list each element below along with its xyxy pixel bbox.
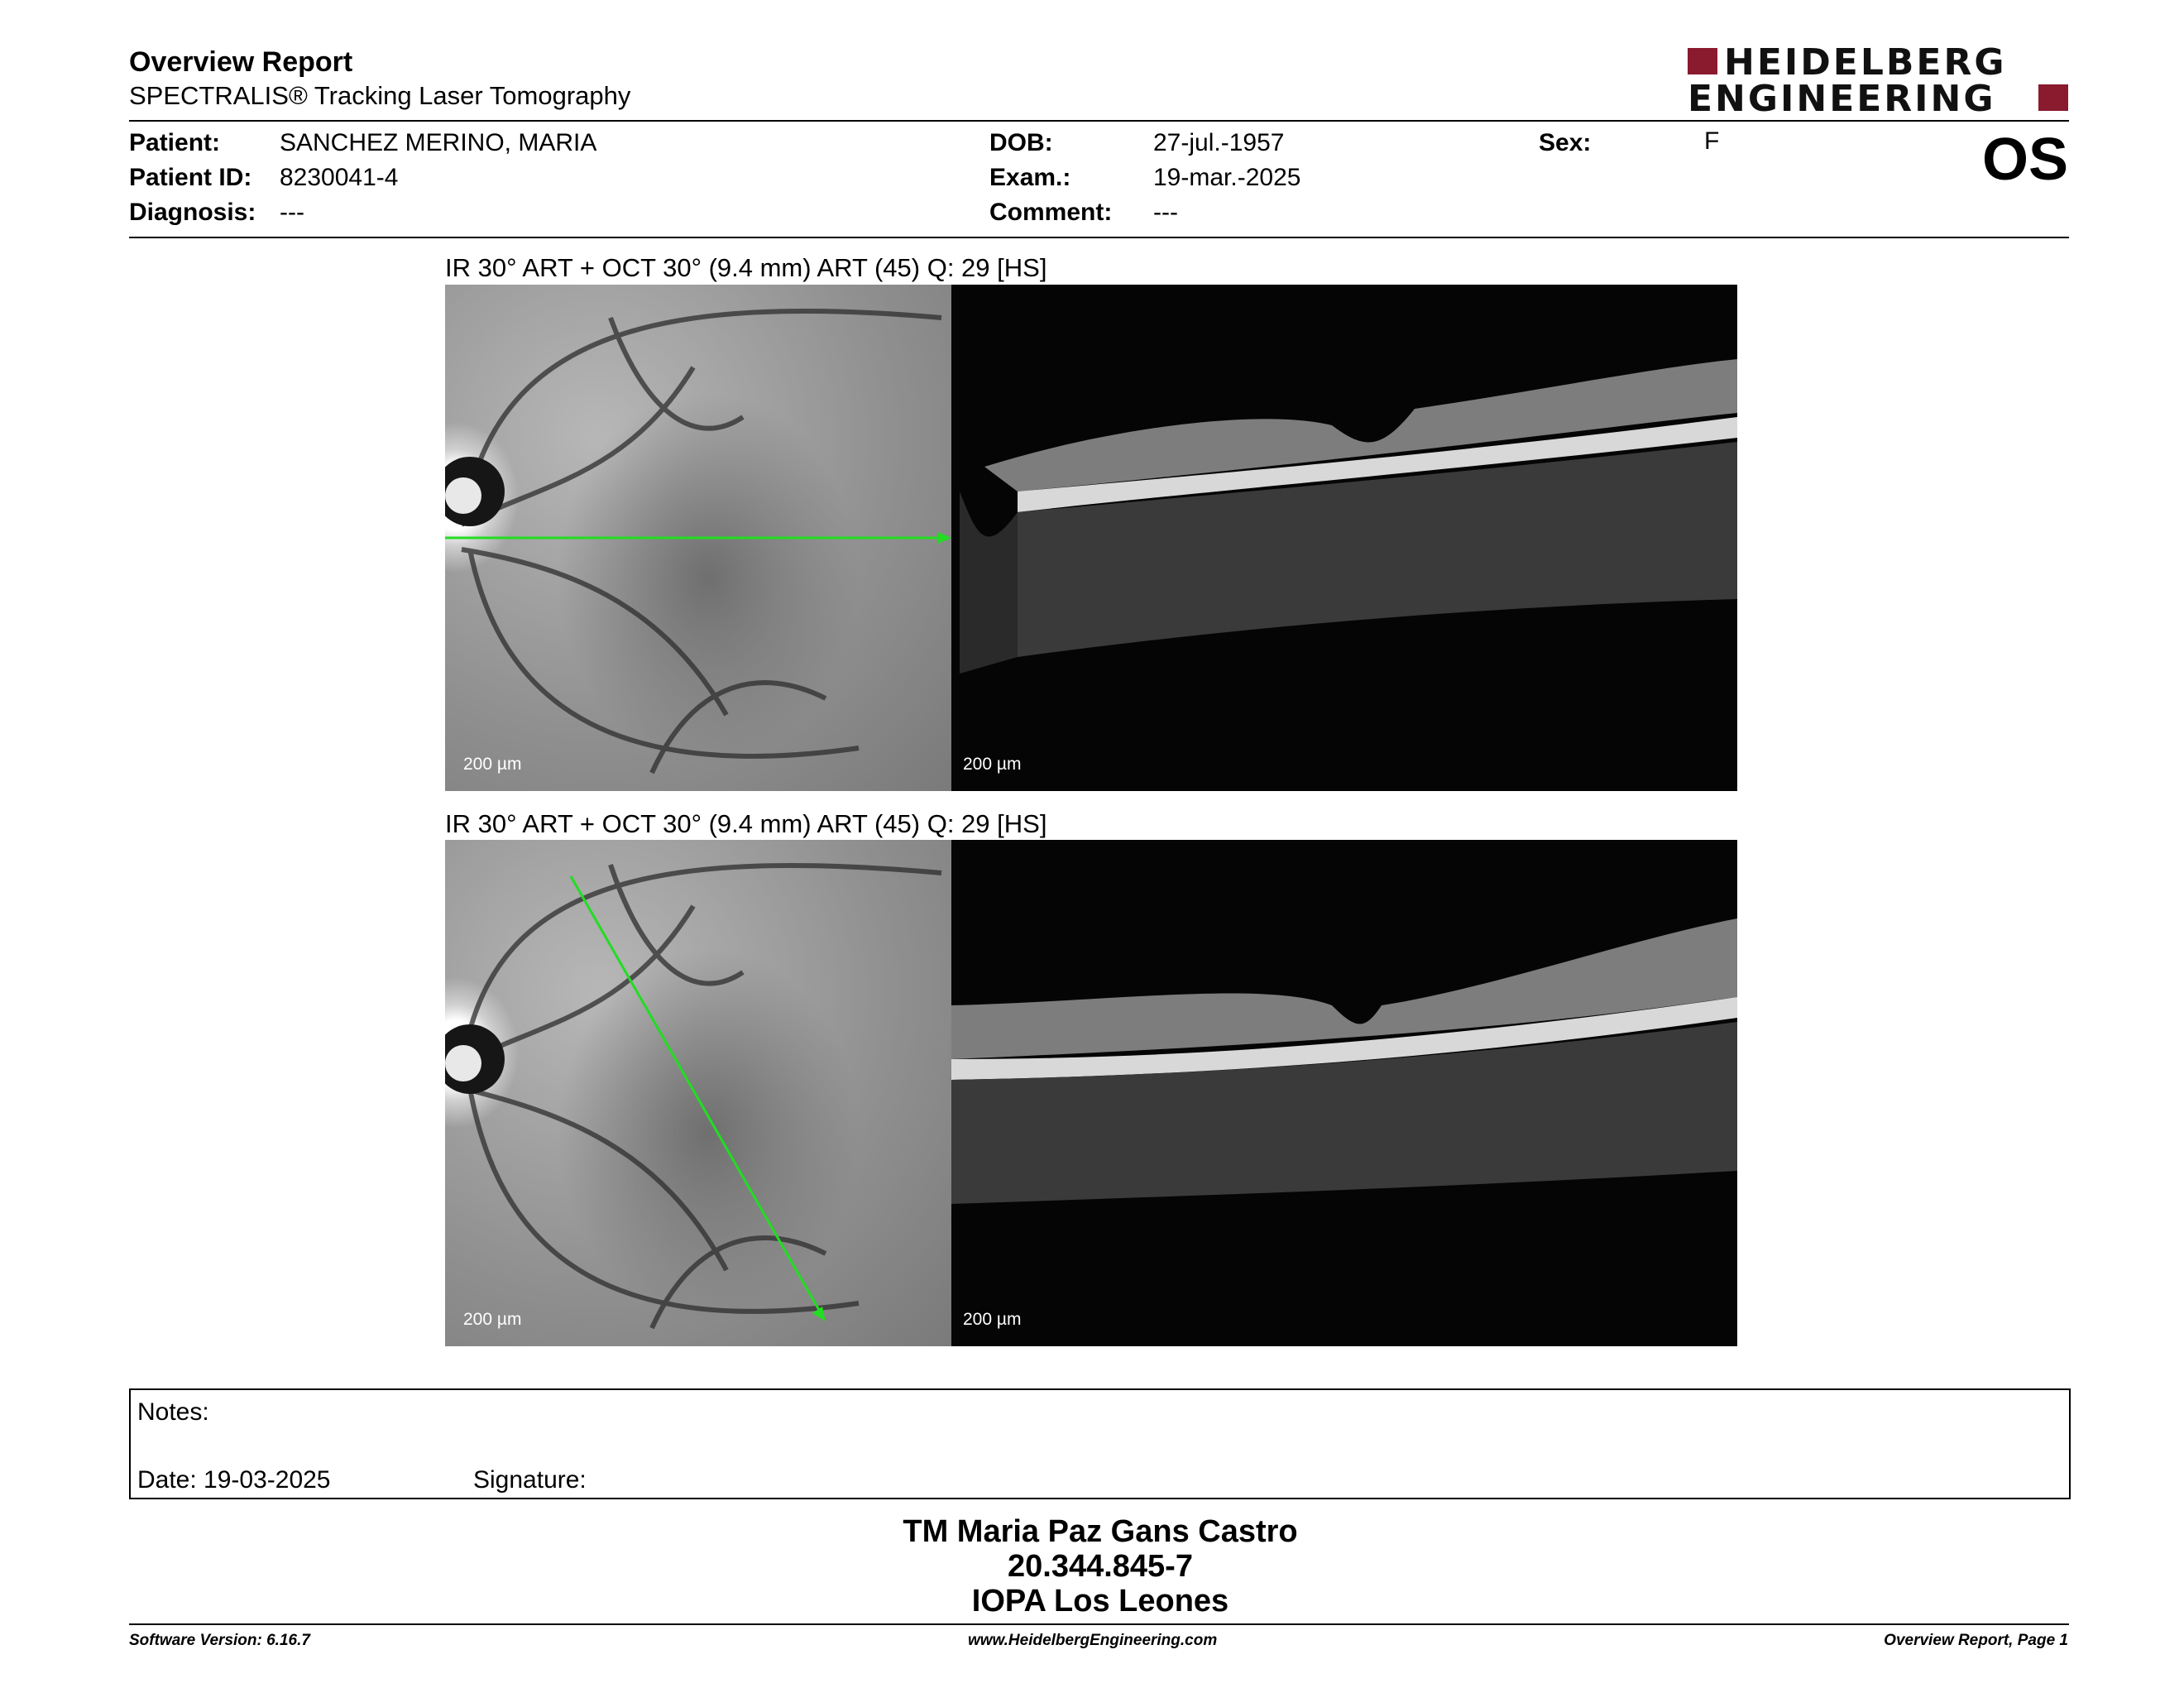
logo-line-1: HEIDELBERG bbox=[1724, 41, 2007, 84]
notes-box bbox=[129, 1388, 2071, 1499]
comment-label: Comment: bbox=[989, 199, 1113, 226]
stamp-institution: IOPA Los Leones bbox=[971, 1584, 1229, 1618]
comment-value: --- bbox=[1153, 199, 1178, 226]
logo-line-2: ENGINEERING bbox=[1688, 78, 1996, 120]
exam-label: Exam.: bbox=[989, 164, 1071, 191]
header-rule-bottom bbox=[129, 237, 2069, 238]
sex-value: F bbox=[1704, 127, 1720, 155]
page-number: Overview Report, Page 1 bbox=[1884, 1632, 2068, 1649]
scan-2-oct-image bbox=[951, 840, 1737, 1346]
patient-label: Patient: bbox=[129, 129, 221, 156]
report-title: Overview Report bbox=[129, 46, 353, 78]
dob-label: DOB: bbox=[989, 129, 1053, 156]
diagnosis-value: --- bbox=[280, 199, 304, 226]
notes-label: Notes: bbox=[137, 1398, 209, 1426]
diagnosis-label: Diagnosis: bbox=[129, 199, 256, 226]
exam-value: 19-mar.-2025 bbox=[1153, 164, 1301, 191]
scan-2-oct-scale: 200 µm bbox=[963, 1310, 1022, 1329]
dob-value: 27-jul.-1957 bbox=[1153, 129, 1285, 156]
heidelberg-logo bbox=[1688, 41, 2068, 120]
scan-2-fundus-scale: 200 µm bbox=[463, 1310, 522, 1329]
stamp-name: TM Maria Paz Gans Castro bbox=[903, 1514, 1298, 1549]
stamp-id: 20.344.845-7 bbox=[1008, 1549, 1193, 1584]
signature-label: Signature: bbox=[473, 1466, 587, 1494]
scan-1-title: IR 30° ART + OCT 30° (9.4 mm) ART (45) Q: 29 [HS] bbox=[445, 253, 1047, 282]
footer-rule bbox=[129, 1623, 2069, 1625]
scan-1-oct-image bbox=[951, 285, 1737, 791]
header-rule-top bbox=[129, 120, 2069, 122]
scan-1-oct-scale: 200 µm bbox=[963, 755, 1022, 774]
eye-laterality: OS bbox=[1981, 127, 2068, 193]
notes-date: Date: 19-03-2025 bbox=[137, 1466, 331, 1494]
website-link[interactable]: www.HeidelbergEngineering.com bbox=[968, 1632, 1218, 1649]
patient-id-label: Patient ID: bbox=[129, 164, 252, 191]
patient-name: SANCHEZ MERINO, MARIA bbox=[280, 129, 597, 156]
report-subtitle: SPECTRALIS® Tracking Laser Tomography bbox=[129, 81, 631, 110]
scan-2-fundus-image bbox=[445, 840, 951, 1346]
patient-id: 8230041-4 bbox=[280, 164, 399, 191]
scan-1-fundus-scale: 200 µm bbox=[463, 755, 522, 774]
software-version: Software Version: 6.16.7 bbox=[129, 1632, 310, 1649]
sex-label: Sex: bbox=[1539, 129, 1592, 156]
scan-1-fundus-image bbox=[445, 285, 951, 791]
scan-2-title: IR 30° ART + OCT 30° (9.4 mm) ART (45) Q: 29 [HS] bbox=[445, 809, 1047, 838]
